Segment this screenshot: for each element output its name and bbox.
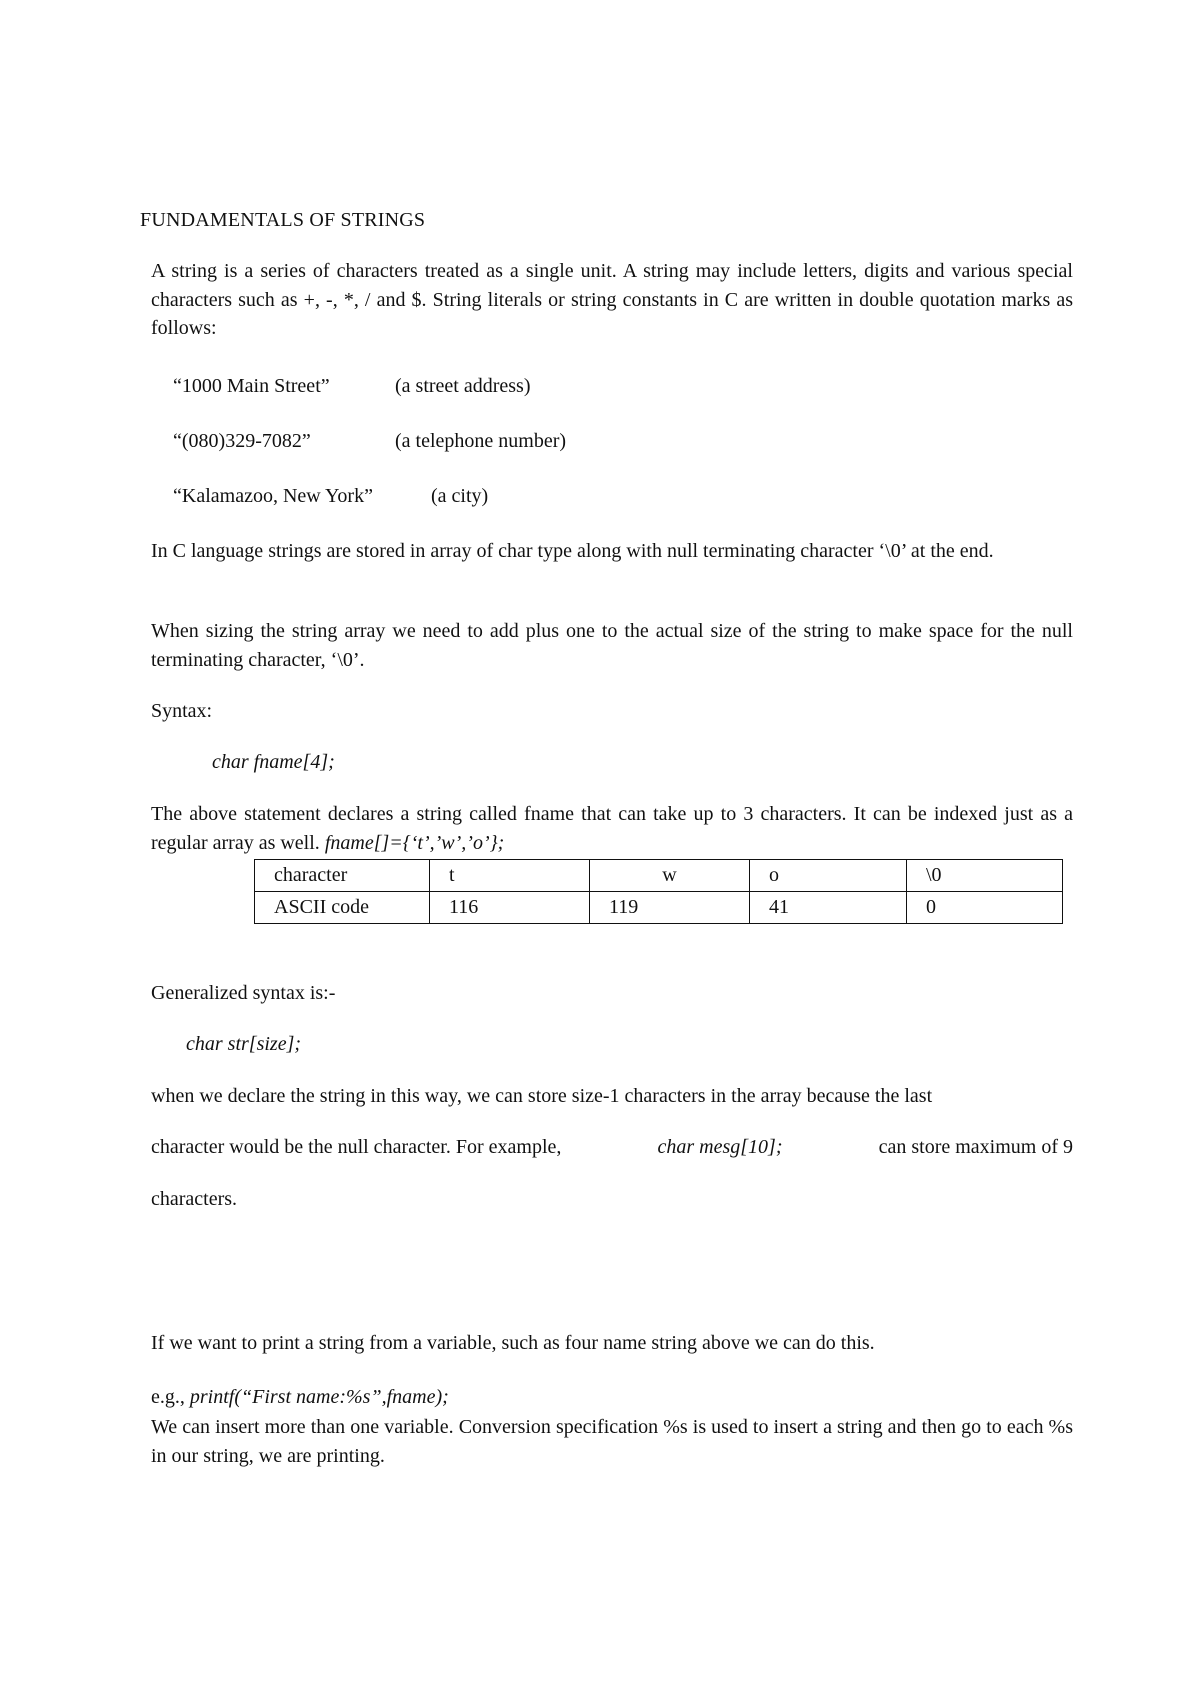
example-desc-1: (a street address) xyxy=(395,375,531,397)
declare-line-2 xyxy=(151,1133,1073,1161)
table-row xyxy=(255,860,1063,892)
table-cell: \0 xyxy=(907,860,1063,892)
declare-line-3: characters. xyxy=(151,1188,238,1210)
declare-line-2-code: char mesg[10]; xyxy=(657,1136,783,1158)
intro-paragraph: A string is a series of characters treated as a single unit. A string may include letters, digits and various special characters such as +, -, *, / and $. String literals or string constants in C are written in double quotation marks as follows: xyxy=(151,260,1073,339)
table-row xyxy=(255,892,1063,924)
table-cell: 116 xyxy=(430,892,590,924)
print-intro: If we want to print a string from a variable, such as four name string above we can do this. xyxy=(151,1332,875,1354)
example-desc-2: (a telephone number) xyxy=(395,430,567,452)
declares-text: The above statement declares a string called fname that can take up to 3 characters. It can be indexed just as a regular array as well. xyxy=(151,803,1073,854)
eg-label: e.g., xyxy=(151,1386,185,1408)
declares-code: fname[]={‘t’,’w’,’o’}; xyxy=(324,831,505,854)
declare-line-2-text: character would be the null character. For example, xyxy=(151,1136,562,1158)
table-cell: w xyxy=(590,860,750,892)
syntax-code: char fname[4]; xyxy=(212,751,335,773)
table-cell: o xyxy=(750,860,907,892)
declare-line-1: when we declare the string in this way, we can store size-1 characters in the array because the last xyxy=(151,1085,933,1107)
table-cell: 41 xyxy=(750,892,907,924)
sizing-paragraph: When sizing the string array we need to add plus one to the actual size of the string to make space for the null terminating character, ‘\0’. xyxy=(151,620,1073,671)
ascii-table xyxy=(254,859,1063,924)
eg-code: printf(“First name:%s”,fname); xyxy=(189,1386,449,1408)
page-title: FUNDAMENTALS OF STRINGS xyxy=(140,209,426,231)
declares-paragraph xyxy=(151,800,1073,857)
table-cell: character xyxy=(255,860,430,892)
syntax-label: Syntax: xyxy=(151,700,213,722)
table-cell: ASCII code xyxy=(255,892,430,924)
conversion-paragraph: We can insert more than one variable. Conversion specification %s is used to insert a string and then go to each %s in our string, we are printing. xyxy=(151,1416,1073,1467)
example-literal-1: “1000 Main Street” xyxy=(173,375,330,397)
example-desc-3: (a city) xyxy=(431,485,489,507)
table-cell: 0 xyxy=(907,892,1063,924)
declare-line-2-tail: can store maximum of 9 xyxy=(878,1136,1073,1158)
table-cell: 119 xyxy=(590,892,750,924)
generalized-label: Generalized syntax is:- xyxy=(151,982,336,1004)
generalized-code: char str[size]; xyxy=(186,1033,302,1055)
table-cell: t xyxy=(430,860,590,892)
example-literal-2: “(080)329-7082” xyxy=(173,430,311,452)
storage-paragraph: In C language strings are stored in array of char type along with null terminating character ‘\0’ at the end. xyxy=(151,540,994,562)
example-line xyxy=(151,1383,449,1411)
example-literal-3: “Kalamazoo, New York” xyxy=(173,485,373,507)
